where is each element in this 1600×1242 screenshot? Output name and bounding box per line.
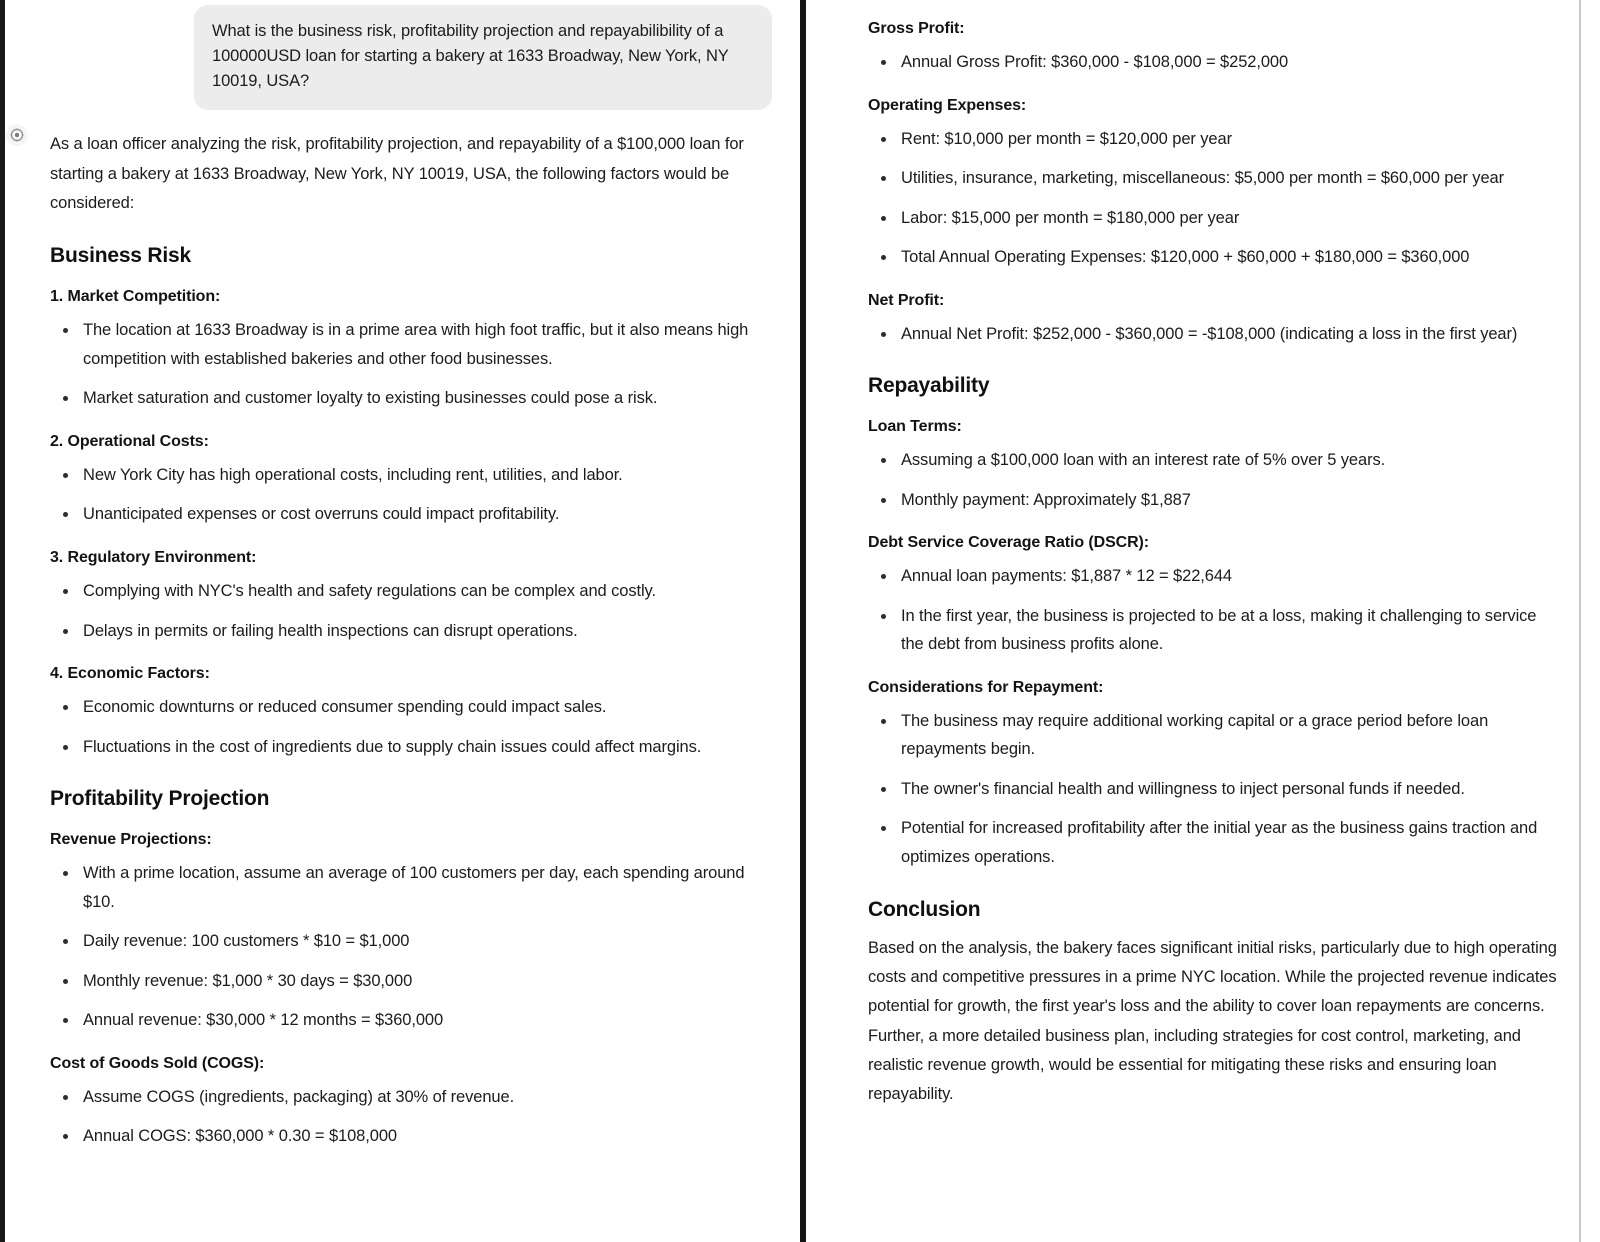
section-heading-repayability: Repayability — [868, 374, 990, 398]
right-page-margin — [1581, 0, 1600, 1242]
subheading-cost-of-goods-sold: Cost of Goods Sold (COGS): — [50, 1054, 265, 1072]
section-heading-business-risk: Business Risk — [50, 244, 191, 268]
subheading-considerations-for-repayment: Considerations for Repayment: — [868, 678, 1104, 696]
bullet-list-loan-terms — [868, 446, 1560, 514]
list-item: With a prime location, assume an average of 100 customers per day, each spending around $10. — [83, 859, 776, 916]
list-item: Utilities, insurance, marketing, miscellaneous: $5,000 per month = $60,000 per year — [901, 164, 1560, 193]
bullet-list-operating-expenses — [868, 125, 1560, 272]
list-item: Economic downturns or reduced consumer spending could impact sales. — [83, 693, 776, 722]
subheading-debt-service-coverage-ratio: Debt Service Coverage Ratio (DSCR): — [868, 534, 1150, 552]
user-prompt-bubble[interactable]: What is the business risk, profitability projection and repayabilibility of a 100000USD loan for starting a bakery at 1633 Broadway, New York, NY 10019, USA? — [194, 5, 772, 110]
bullet-list-market-competition — [50, 316, 776, 413]
list-item: The owner's financial health and willingness to inject personal funds if needed. — [901, 775, 1560, 804]
bullet-list-economic-factors — [50, 693, 776, 761]
bullet-list-gross-profit — [868, 48, 1560, 77]
subheading-economic-factors: 4. Economic Factors: — [50, 665, 210, 683]
bullet-list-debt-service-coverage-ratio — [868, 562, 1560, 659]
subheading-regulatory-environment: 3. Regulatory Environment: — [50, 548, 257, 566]
list-item: The business may require additional working capital or a grace period before loan repayments begin. — [901, 707, 1560, 764]
subheading-loan-terms: Loan Terms: — [868, 418, 962, 436]
list-item: Delays in permits or failing health inspections can disrupt operations. — [83, 617, 776, 646]
list-item: Fluctuations in the cost of ingredients due to supply chain issues could affect margins. — [83, 733, 776, 762]
assistant-avatar-icon — [6, 124, 28, 146]
subheading-market-competition: 1. Market Competition: — [50, 288, 221, 306]
right-border-line — [1579, 0, 1581, 1242]
bullet-list-cost-of-goods-sold — [50, 1083, 776, 1151]
intro-paragraph: As a loan officer analyzing the risk, profitability projection, and repayability of a $100,000 loan for starting a bakery at 1633 Broadway, New York, NY 10019, USA, the following factors would be considered: — [50, 135, 744, 212]
left-screen-edge — [0, 0, 5, 1242]
list-item: Annual revenue: $30,000 * 12 months = $360,000 — [83, 1006, 776, 1035]
list-item: Annual loan payments: $1,887 * 12 = $22,644 — [901, 562, 1560, 591]
bullet-list-regulatory-environment — [50, 577, 776, 645]
list-item: Monthly revenue: $1,000 * 30 days = $30,000 — [83, 967, 776, 996]
bullet-list-revenue-projections — [50, 859, 776, 1035]
list-item: Unanticipated expenses or cost overruns could impact profitability. — [83, 500, 776, 529]
bullet-list-net-profit — [868, 320, 1560, 349]
subheading-gross-profit: Gross Profit: — [868, 20, 965, 37]
subheading-operational-costs: 2. Operational Costs: — [50, 432, 209, 450]
list-item: In the first year, the business is projected to be at a loss, making it challenging to service the debt from business profits alone. — [901, 602, 1560, 659]
list-item: Labor: $15,000 per month = $180,000 per year — [901, 204, 1560, 233]
list-item: Annual COGS: $360,000 * 0.30 = $108,000 — [83, 1122, 776, 1151]
user-prompt-row — [50, 0, 776, 110]
section-heading-conclusion: Conclusion — [868, 897, 981, 921]
conclusion-paragraph: Based on the analysis, the bakery faces significant initial risks, particularly due to high operating costs and competitive pressures in a prime NYC location. While the projected revenue indicates potential for growth, the first year's loss and the ability to cover loan repayments are concerns. Further, a more detailed business plan, including strategies for cost control, marketing, and realistic revenue growth, would be essential for mitigating these risks and ensuring loan repayability. — [868, 938, 1557, 1104]
list-item: The location at 1633 Broadway is in a prime area with high foot traffic, but it also means high competition with established bakeries and other food businesses. — [83, 316, 776, 373]
list-item: Complying with NYC's health and safety regulations can be complex and costly. — [83, 577, 776, 606]
subheading-operating-expenses: Operating Expenses: — [868, 96, 1027, 114]
list-item: New York City has high operational costs, including rent, utilities, and labor. — [83, 461, 776, 490]
list-item: Monthly payment: Approximately $1,887 — [901, 486, 1560, 515]
list-item: Potential for increased profitability after the initial year as the business gains traction and optimizes operations. — [901, 814, 1560, 871]
list-item: Total Annual Operating Expenses: $120,000 + $60,000 + $180,000 = $360,000 — [901, 243, 1560, 272]
section-heading-profitability-projection: Profitability Projection — [50, 787, 270, 811]
list-item: Annual Gross Profit: $360,000 - $108,000 = $252,000 — [901, 48, 1560, 77]
column-divider — [800, 0, 806, 1242]
list-item: Annual Net Profit: $252,000 - $360,000 = -$108,000 (indicating a loss in the first year) — [901, 320, 1560, 349]
bullet-list-considerations-for-repayment — [868, 707, 1560, 872]
subheading-revenue-projections: Revenue Projections: — [50, 831, 212, 849]
list-item: Assuming a $100,000 loan with an interest rate of 5% over 5 years. — [901, 446, 1560, 475]
list-item: Market saturation and customer loyalty to existing businesses could pose a risk. — [83, 384, 776, 413]
list-item: Daily revenue: 100 customers * $10 = $1,000 — [83, 927, 776, 956]
list-item: Assume COGS (ingredients, packaging) at 30% of revenue. — [83, 1083, 776, 1112]
right-column — [800, 0, 1600, 1242]
subheading-net-profit: Net Profit: — [868, 291, 945, 309]
bullet-list-operational-costs — [50, 461, 776, 529]
list-item: Rent: $10,000 per month = $120,000 per year — [901, 125, 1560, 154]
